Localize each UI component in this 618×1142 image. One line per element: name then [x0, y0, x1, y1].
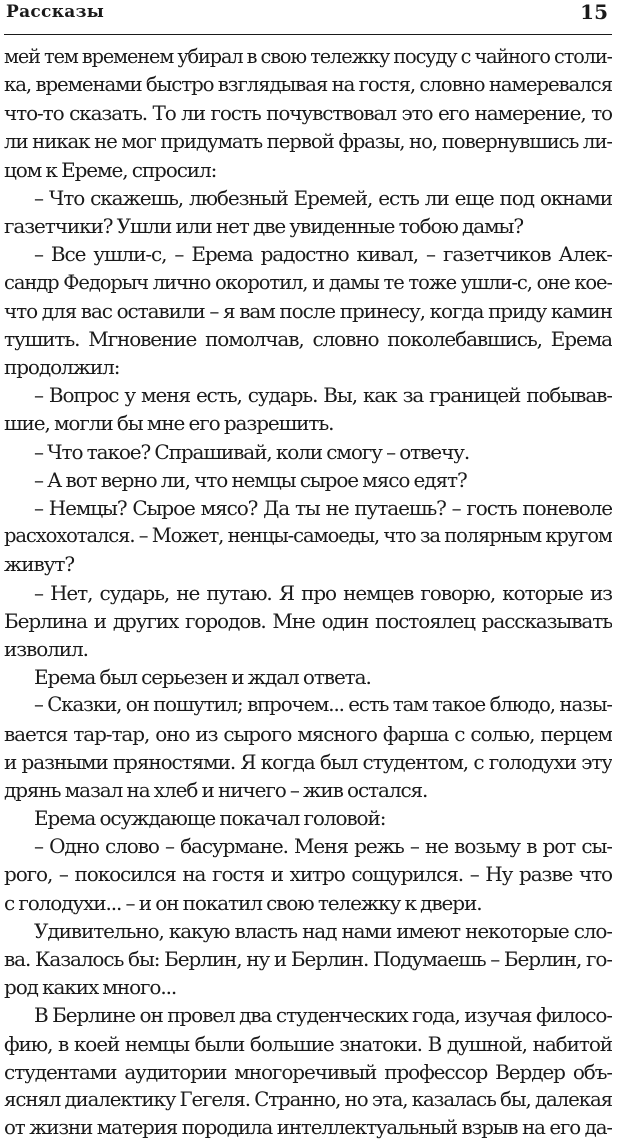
page-number: 15 — [580, 0, 608, 24]
text-line: – Все ушли-с, – Ерема радостно кивал, – газетчиков Алек- — [34, 242, 612, 267]
text-line: тушить. Мгновение помолчав, словно поколебавшись, Ерема — [4, 326, 612, 351]
text-line: живут? — [4, 552, 74, 577]
text-line: – Нет, сударь, не путаю. Я про немцев говорю, которые из — [34, 580, 612, 605]
text-line: Удивительно, какую власть над нами имеют некоторые сло- — [34, 918, 612, 943]
text-line: – Что скажешь, любезный Еремей, есть ли еще под окнами — [34, 185, 612, 210]
text-line: с голодухи... – и он покатил свою тележку к двери. — [4, 890, 482, 915]
text-line: – А вот верно ли, что немцы сырое мясо едят? — [34, 467, 467, 492]
running-title: Рассказы — [6, 2, 105, 22]
text-line: фию, в коей немцы были большие знатоки. В душной, набитой — [4, 1031, 612, 1056]
text-line: газетчики? Ушли или нет две увиденные тобою дамы? — [4, 214, 523, 239]
text-line: вается тар-тар, оно из сырого мясного фарша с солью, перцем — [4, 721, 612, 746]
text-line: и разными пряностями. Я когда был студентом, с голодухи эту — [4, 749, 612, 774]
text-line: шие, могли бы мне его разрешить. — [4, 411, 334, 436]
text-line: что для вас оставили – я вам после принесу, когда приду камин — [4, 298, 612, 323]
text-line: яснял диалектику Гегеля. Странно, но эта, казалась бы, далекая — [4, 1087, 612, 1111]
text-line: рого, – покосился на гостя и хитро сощурился. – Ну разве что — [4, 862, 612, 887]
header-rule — [4, 34, 612, 35]
text-line: – Сказки, он пошутил; впрочем... есть там такое блюдо, назы- — [34, 693, 612, 717]
text-line: – Немцы? Сырое мясо? Да ты не путаешь? – гость поневоле — [34, 496, 612, 520]
text-line: Ерема был серьезен и ждал ответа. — [34, 665, 371, 690]
body-text — [4, 43, 612, 1142]
text-line: сандр Федорыч лично окоротил, и дамы те тоже ушли-с, оне коe- — [4, 270, 612, 294]
text-line: Ерема осуждающе покачал головой: — [34, 806, 386, 831]
text-line: мей тем временем убирал в свою тележку посуду с чайного столи- — [4, 45, 612, 68]
text-line: изволил. — [4, 636, 88, 661]
text-line: В Берлине он провел два студенческих года, изучая филосо- — [34, 1003, 612, 1028]
text-line: род каких много... — [4, 975, 177, 1000]
text-line: цом к Ереме, спросил: — [4, 157, 217, 182]
text-line: студентами аудитории многоречивый профессор Вердер объ- — [4, 1059, 612, 1084]
text-line: Берлина и других городов. Мне один постоялец рассказывать — [4, 608, 612, 633]
text-line: от жизни материя породила интеллектуальный взрыв на его да- — [4, 1116, 612, 1140]
text-line: ва. Казалось бы: Берлин, ну и Берлин. Подумаешь – Берлин, го- — [4, 947, 612, 971]
text-line: дрянь мазал на хлеб и ничего – жив остался. — [4, 777, 428, 802]
text-line: – Вопрос у меня есть, сударь. Вы, как за границей побывав- — [34, 383, 612, 408]
text-line: что-то сказать. То ли гость почувствовал это его намерение, то — [4, 101, 612, 126]
text-line: – Что такое? Спрашивай, коли смогу – отвечу. — [34, 439, 470, 464]
text-line: ка, временами быстро взглядывая на гостя, словно намеревался — [4, 73, 612, 97]
text-line: – Одно слово – басурмане. Меня режь – не возьму в рот сы- — [34, 834, 612, 859]
text-line: ли никак не мог придумать первой фразы, но, повернувшись ли- — [4, 129, 612, 153]
text-line: расхохотался. – Может, ненцы-самоеды, что за полярным кругом — [4, 524, 612, 548]
text-line: продолжил: — [4, 355, 120, 380]
